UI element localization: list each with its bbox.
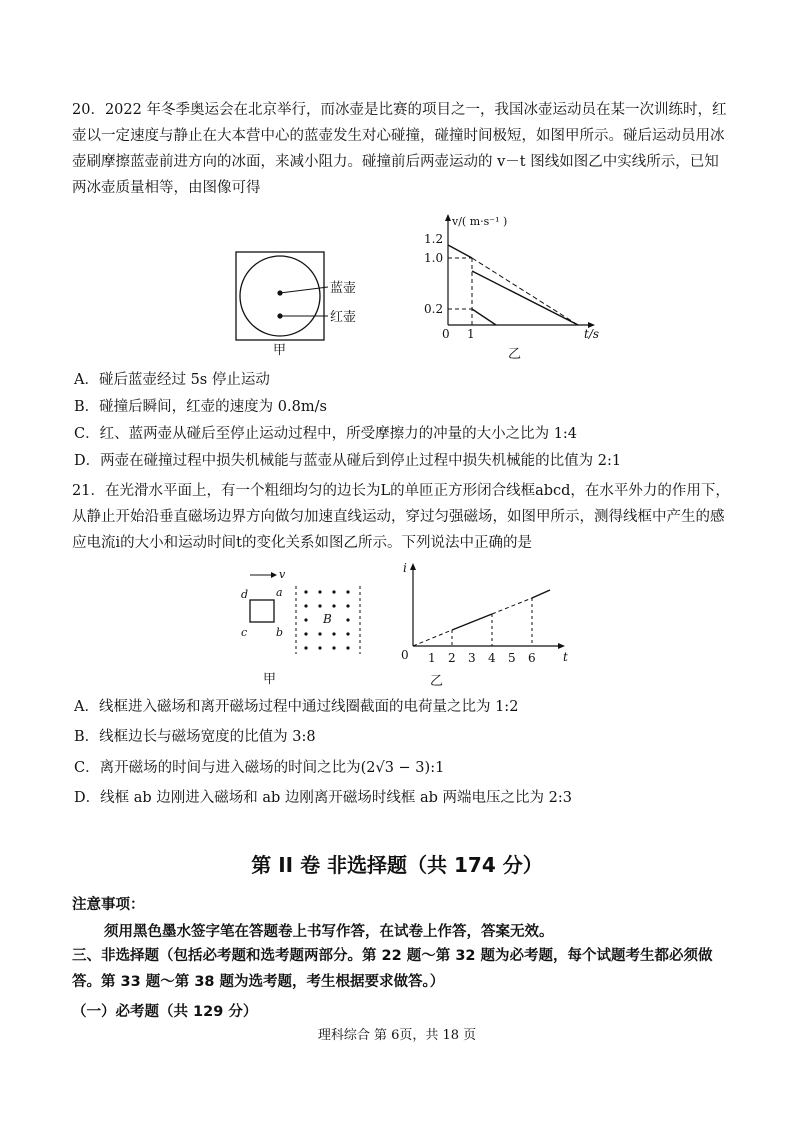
- question-20-stem: 20．2022 年冬季奥运会在北京举行，而冰壶是比赛的项目之一，我国冰壶运动员在某一次训练时，红壶以一定速度与静止在大本营中心的蓝壶发生对心碰撞，碰撞时间极短，如图甲所示。碰后运动员用冰壶刷摩擦蓝壶前进方向的冰面，来减小阻力。碰撞前后两壶运动的 v－t 图线如图乙中实线所示，已知两冰壶质量相等，由图像可得: [72, 102, 727, 196]
- velocity-label: v: [279, 568, 286, 581]
- t-tick-0: 0: [442, 327, 450, 341]
- curling-figure-jia: [228, 248, 368, 360]
- current-line-3: [492, 598, 532, 614]
- notice-heading: 注意事项：: [72, 897, 145, 913]
- v-tick-0.2: 0.2: [424, 302, 444, 316]
- required-questions-heading: （一）必考题（共 129 分）: [72, 1004, 258, 1020]
- corner-d: d: [241, 588, 249, 601]
- red-after-collision: [472, 309, 496, 325]
- t-tick-2: 2: [448, 651, 456, 665]
- t-tick-3: 3: [468, 651, 476, 665]
- q21-option-a[interactable]: A．线框进入磁场和离开磁场过程中通过线圈截面的电荷量之比为 1:2: [74, 699, 519, 715]
- t-tick-1: 1: [428, 651, 436, 665]
- current-line-2: [452, 614, 492, 630]
- q20-option-a[interactable]: A．碰后蓝壶经过 5s 停止运动: [74, 372, 270, 388]
- t-axis-label: t: [563, 650, 568, 664]
- question-21-stem: 21．在光滑水平面上，有一个粗细均匀的边长为L的单匝正方形闭合线框abcd，在水平外力的作用下，从静止开始沿垂直磁场边界方向做匀加速直线运动，穿过匀强磁场，如图甲所示，测得线框中产生的感应电流i的大小和运动时间t的变化关系如图乙所示。下列说法中正确的是: [72, 483, 730, 551]
- figure-caption-yi: 乙: [508, 347, 522, 362]
- section-title: 第 II 卷 非选择题（共 174 分）: [251, 853, 543, 877]
- t-tick-5: 5: [508, 651, 516, 665]
- part-three-instructions: 三、非选择题（包括必考题和选考题两部分。第 22 题～第 32 题为必考题，每个试题考生都必须做答。第 33 题～第 38 题为选考题，考生根据要求做答。）: [72, 948, 713, 990]
- t-axis-arrow: [558, 643, 565, 649]
- figure-caption-jia-21: 甲: [263, 672, 277, 686]
- it-graph-yi: [392, 558, 582, 690]
- v-axis-arrow: [445, 214, 451, 221]
- q20-option-c[interactable]: C．红、蓝两壶从碰后至停止运动过程中，所受摩擦力的冲量的大小之比为 1:4: [74, 426, 578, 442]
- corner-b: b: [276, 626, 284, 639]
- v-tick-1.0: 1.0: [424, 251, 444, 265]
- corner-c: c: [241, 626, 248, 639]
- blue-stone-label: 蓝壶: [330, 281, 357, 296]
- current-line-4: [532, 590, 550, 598]
- v-axis-label: v/( m·s⁻¹ ): [452, 215, 508, 228]
- house-circle: [240, 256, 320, 336]
- red-before-collision: [448, 245, 472, 258]
- field-label-B: B: [323, 612, 332, 626]
- t-axis-label: t/s: [584, 327, 600, 341]
- ice-frame: [236, 252, 324, 340]
- coil-field-figure-jia: [236, 566, 376, 686]
- red-stone-label: 红壶: [330, 310, 357, 325]
- q20-option-d[interactable]: D．两壶在碰撞过程中损失机械能与蓝壶从碰后到停止过程中损失机械能的比值为 2:1: [74, 453, 622, 469]
- current-line-1: [413, 630, 452, 646]
- q20-option-b[interactable]: B．碰撞后瞬间，红壶的速度为 0.8m/s: [74, 399, 327, 415]
- q21-option-d[interactable]: D．线框 ab 边刚进入磁场和 ab 边刚离开磁场时线框 ab 两端电压之比为 2:3: [74, 790, 573, 806]
- origin-label: 0: [401, 648, 409, 662]
- figure-caption-yi-21: 乙: [430, 674, 444, 689]
- figure-caption-jia: 甲: [273, 343, 287, 358]
- v-tick-1.2: 1.2: [424, 232, 444, 246]
- corner-a: a: [276, 586, 283, 599]
- square-coil: [250, 600, 274, 622]
- t-tick-1: 1: [467, 327, 475, 341]
- notice-text: 须用黑色墨水签字笔在答题卷上书写作答，在试卷上作答，答案无效。: [104, 924, 554, 940]
- i-axis-label: i: [403, 561, 407, 575]
- t-tick-6: 6: [528, 651, 536, 665]
- red-stone-extrapolated-dashed: [472, 258, 578, 325]
- q21-option-c[interactable]: C．离开磁场的时间与进入磁场的时间之比为(2√3 − 3):1: [74, 760, 445, 776]
- page-footer: 理科综合 第 6页，共 18 页: [317, 1028, 477, 1043]
- blue-after-collision: [472, 271, 578, 325]
- q21-option-b[interactable]: B．线框边长与磁场宽度的比值为 3:8: [74, 729, 316, 745]
- t-tick-4: 4: [488, 651, 496, 665]
- vt-graph-yi: [420, 212, 610, 362]
- i-axis-arrow: [410, 563, 416, 570]
